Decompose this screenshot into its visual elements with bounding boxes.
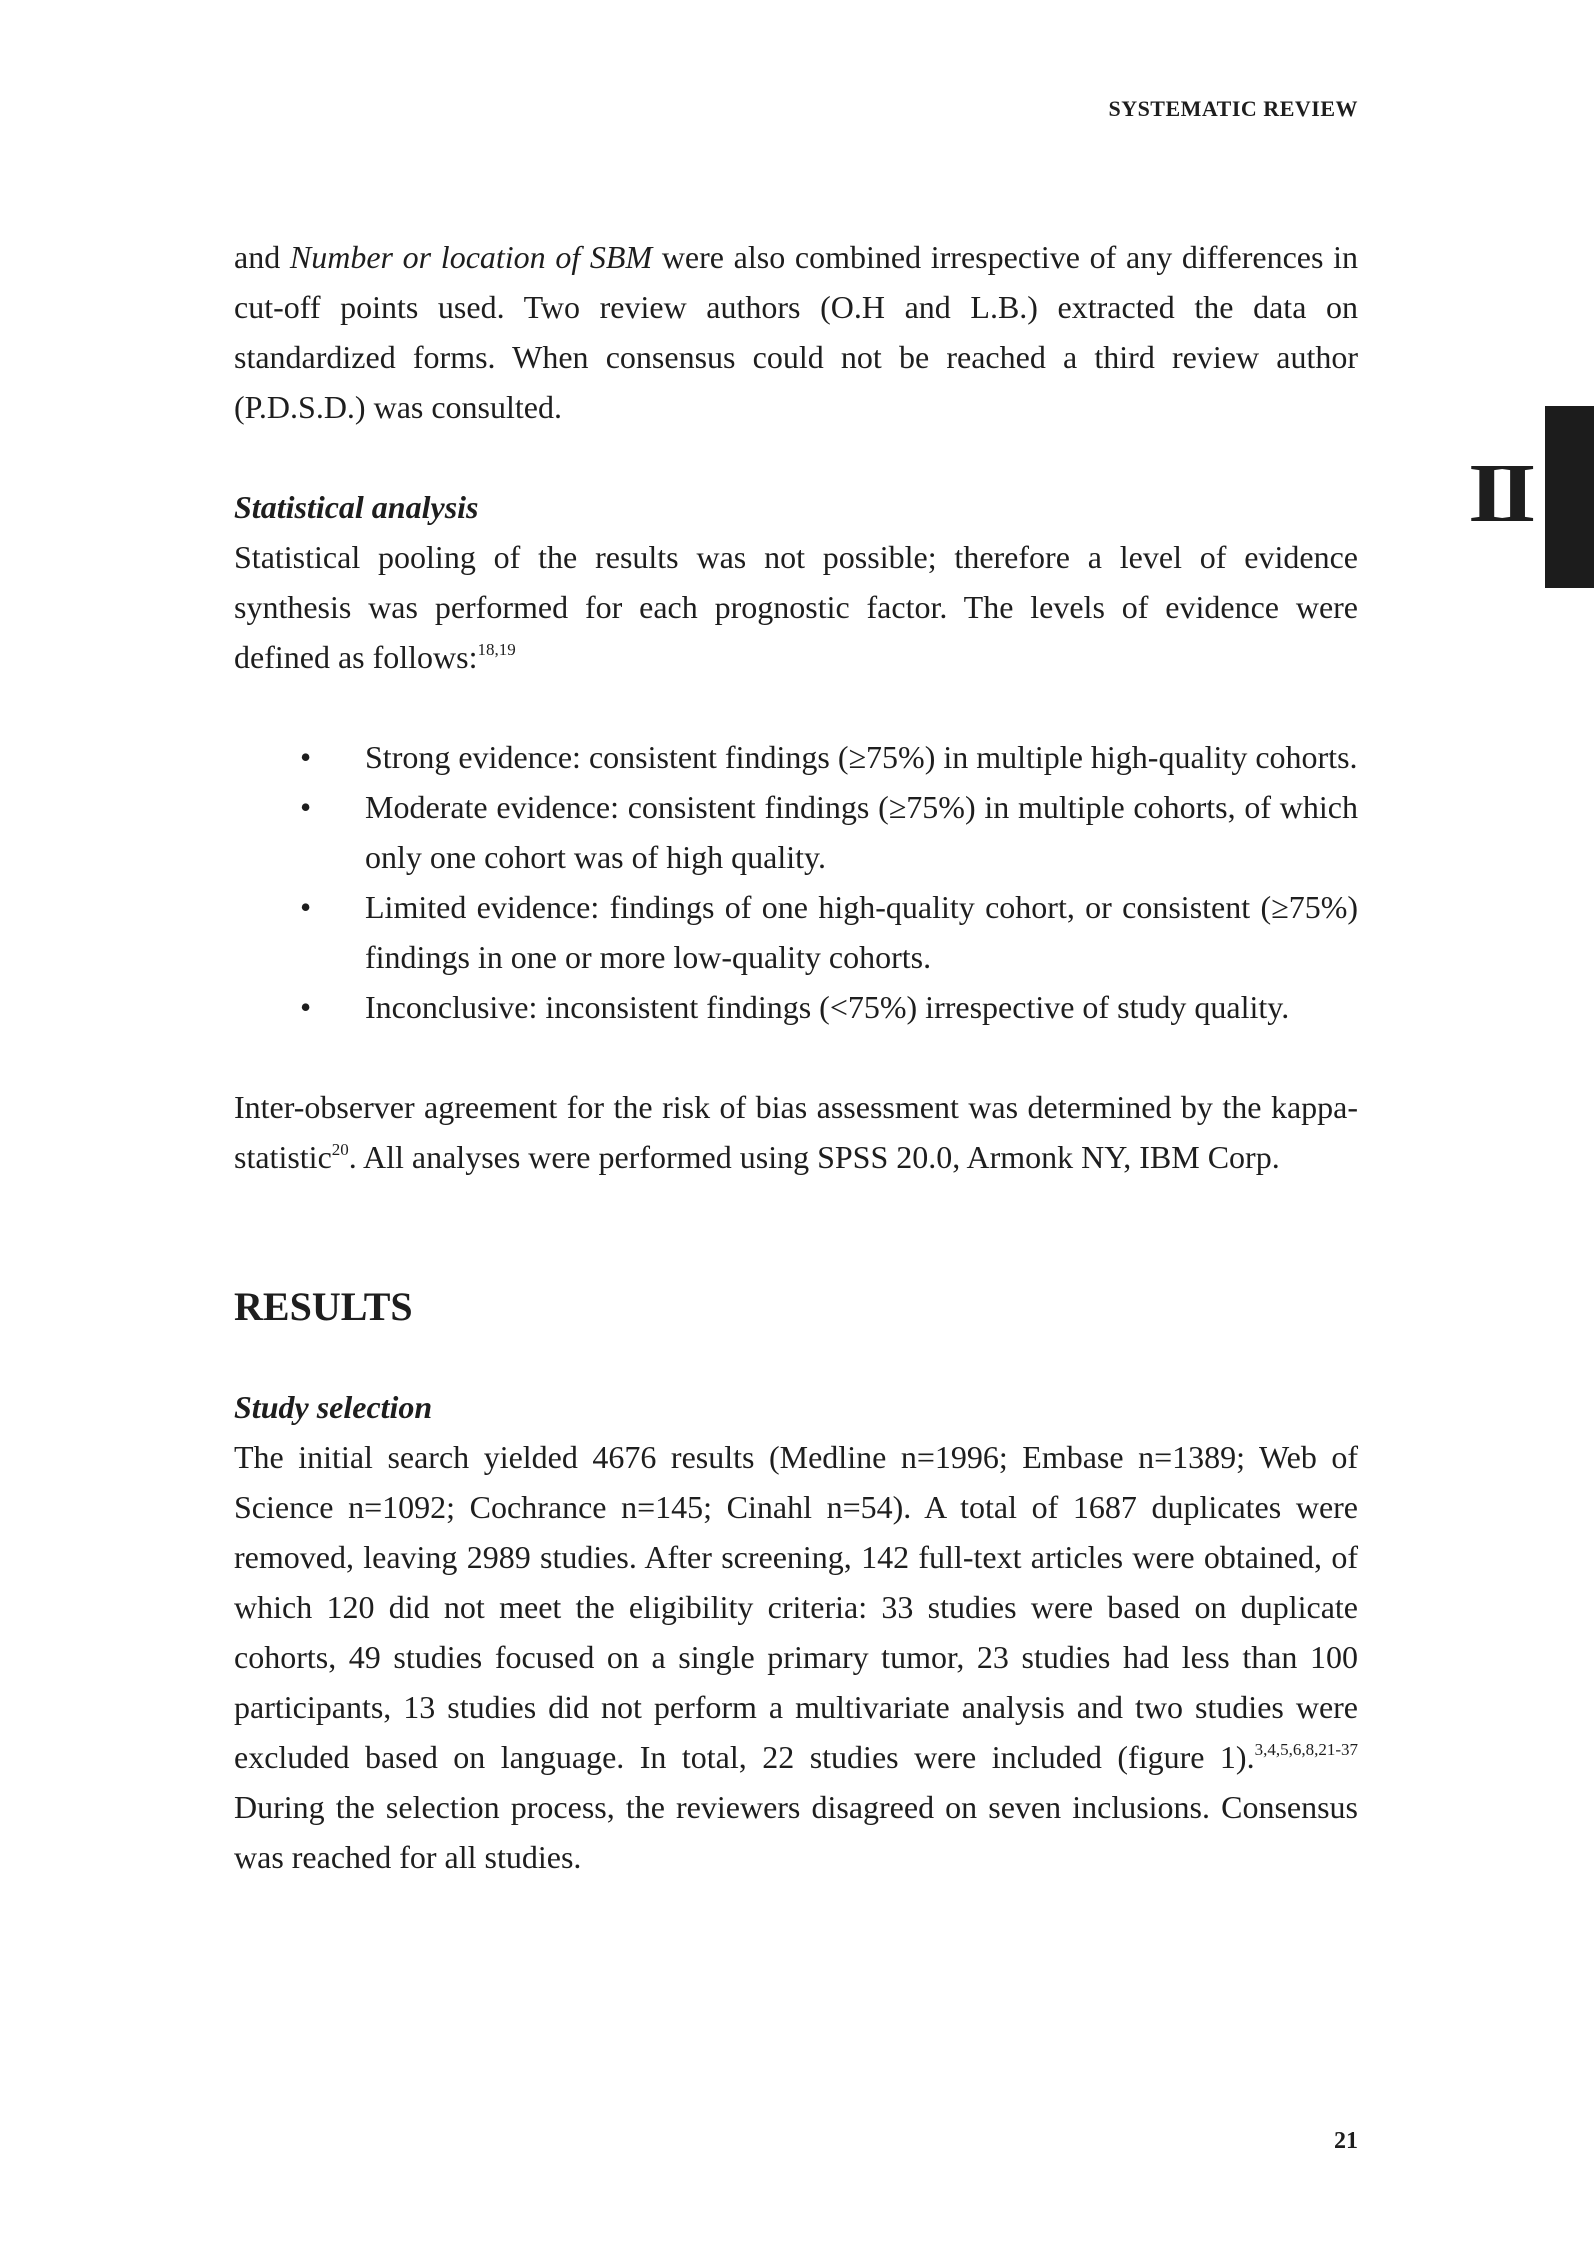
bullet-icon: • — [300, 789, 312, 825]
page-number: 21 — [1334, 2128, 1358, 2154]
level-moderate: Moderate evidence: consistent findings (≥75%) in multiple cohorts, of which only one cohort was of high quality. — [365, 789, 1358, 875]
statistical-analysis-text: Statistical pooling of the results was not possible; therefore a level of evidence synthesis was performed for each prognostic factor. The levels of evidence were defined as follows: — [234, 539, 1358, 675]
list-item — [234, 882, 1358, 982]
list-item — [234, 982, 1358, 1032]
statistical-analysis-heading: Statistical analysis — [234, 489, 479, 525]
chapter-tab-marker — [1545, 406, 1594, 588]
level-limited: Limited evidence: findings of one high-quality cohort, or consistent (≥75%) findings in one or more low-quality cohorts. — [365, 889, 1358, 975]
bullet-icon: • — [300, 889, 312, 925]
citation-superscript: 20 — [331, 1140, 349, 1159]
agreement-paragraph — [234, 1082, 1358, 1182]
citation-superscript: 3,4,5,6,8,21-37 — [1254, 1740, 1358, 1759]
page-body — [234, 232, 1358, 1882]
agreement-text-b: . All analyses were performed using SPSS 20.0, Armonk NY, IBM Corp. — [348, 1139, 1280, 1175]
level-inconclusive: Inconclusive: inconsistent findings (<75%) irrespective of study quality. — [365, 989, 1290, 1025]
chapter-numeral: II — [1468, 447, 1530, 540]
intro-italic-term: Number or location of SBM — [289, 239, 653, 275]
study-selection-paragraph — [234, 1432, 1358, 1882]
bullet-icon: • — [300, 739, 312, 775]
statistical-analysis-paragraph — [234, 532, 1358, 682]
bullet-icon: • — [300, 989, 312, 1025]
running-title: SYSTEMATIC REVIEW — [1108, 96, 1358, 121]
study-selection-text-b: During the selection process, the reviewers disagreed on seven inclusions. Consensus was reached for all studies. — [234, 1789, 1358, 1875]
study-selection-text-a: The initial search yielded 4676 results (Medline n=1996; Embase n=1389; Web of Science n=1092; Cochrance n=145; Cinahl n=54). A total of 1687 duplicates were removed, leaving 2989 studies. After screening, 142 full-text articles were obtained, of which 120 did not meet the eligibility criteria: 33 studies were based on duplicate cohorts, 49 studies focused on a single primary tumor, 23 studies had less than 100 participants, 13 studies did not perform a multivariate analysis and two studies were excluded based on language. In total, 22 studies were included (figure 1). — [234, 1439, 1358, 1775]
intro-paragraph — [234, 232, 1358, 432]
level-strong: Strong evidence: consistent findings (≥75%) in multiple high-quality cohorts. — [365, 739, 1358, 775]
list-item — [234, 782, 1358, 882]
list-item — [234, 732, 1358, 782]
intro-lead: and — [234, 239, 290, 275]
intro-rest: were also combined irrespective of any differences in cut-off points used. Two review authors (O.H and L.B.) extracted the data on standardized forms. When consensus could not be reached a third review author (P.D.S.D.) was consulted. — [234, 239, 1359, 425]
study-selection-heading: Study selection — [234, 1389, 433, 1425]
agreement-text-a: Inter-observer agreement for the risk of bias assessment was determined by the kappa-statistic — [234, 1089, 1358, 1175]
results-heading: RESULTS — [234, 1284, 413, 1329]
evidence-levels-list — [234, 732, 1358, 1032]
citation-superscript: 18,19 — [477, 640, 516, 659]
